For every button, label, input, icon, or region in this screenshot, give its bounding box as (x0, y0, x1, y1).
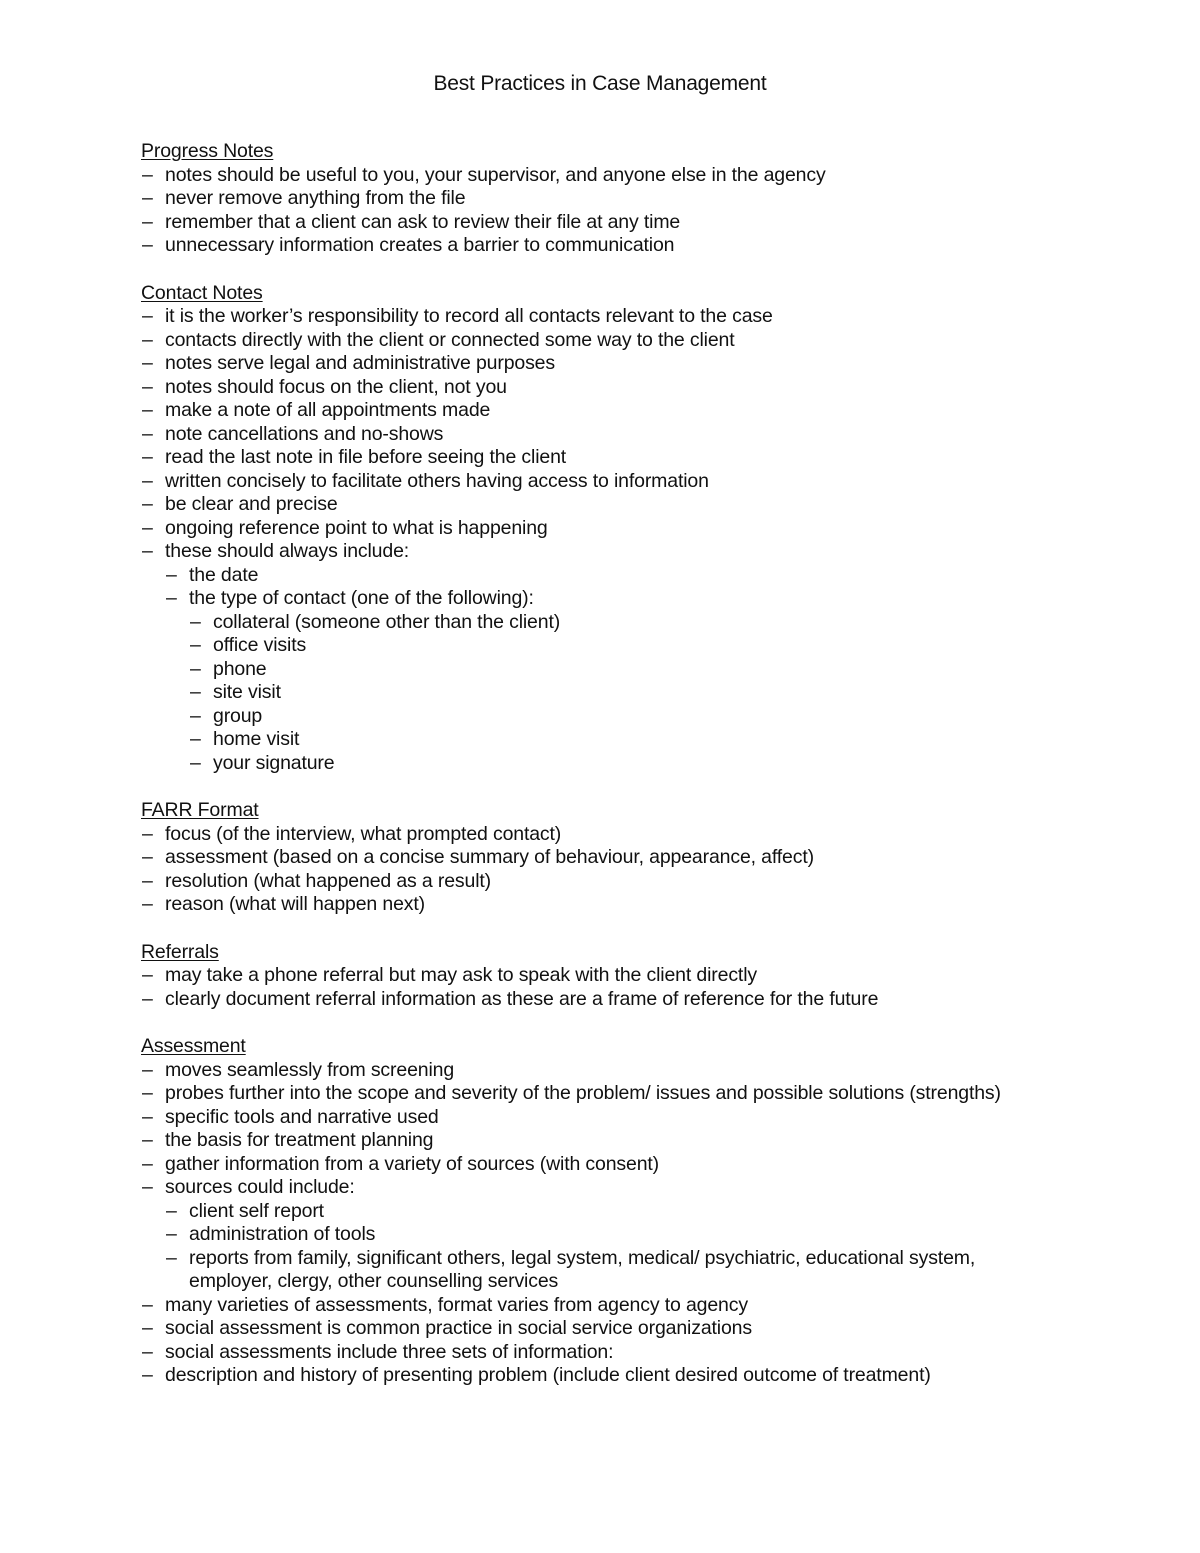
list-item: – unnecessary information creates a barrier to communication (141, 234, 1041, 258)
list-item: – make a note of all appointments made (141, 399, 1041, 423)
nested-bullet-list (165, 564, 1041, 776)
list-item: – home visit (189, 728, 1041, 752)
list-item: – site visit (189, 681, 1041, 705)
list-item-text: sources could include: (165, 1176, 355, 1198)
list-item: – read the last note in file before seeing the client (141, 446, 1041, 470)
section-progress-notes (141, 140, 1041, 258)
section-heading: Referrals (141, 940, 219, 963)
list-item: – administration of tools (165, 1223, 1041, 1247)
list-item: – remember that a client can ask to review their file at any time (141, 211, 1041, 235)
section-heading: Progress Notes (141, 140, 274, 162)
list-item-text: the type of contact (one of the following): (189, 587, 534, 609)
list-item: – written concisely to facilitate others having access to information (141, 470, 1041, 494)
list-item: – ongoing reference point to what is happening (141, 517, 1041, 541)
bullet-list (141, 164, 1041, 258)
list-item: – the basis for treatment planning (141, 1129, 1041, 1153)
list-item: – focus (of the interview, what prompted contact) (141, 823, 1041, 847)
list-item-with-sublist (165, 587, 1041, 775)
bullet-list (141, 305, 1041, 775)
list-item: – the date (165, 564, 1041, 588)
list-item: – office visits (189, 634, 1041, 658)
list-item: – may take a phone referral but may ask to speak with the client directly (141, 964, 1041, 988)
section-heading: Assessment (141, 1035, 246, 1057)
list-item: – be clear and precise (141, 493, 1041, 517)
list-item: – group (189, 705, 1041, 729)
list-item: – notes should focus on the client, not you (141, 376, 1041, 400)
section-farr-format (141, 799, 1041, 917)
list-item: – specific tools and narrative used (141, 1106, 1041, 1130)
list-item: – probes further into the scope and severity of the problem/ issues and possible solutions (strengths) (141, 1082, 1041, 1106)
list-item: – never remove anything from the file (141, 187, 1041, 211)
section-heading: FARR Format (141, 799, 259, 821)
nested-bullet-list (165, 1200, 1041, 1294)
list-item-with-sublist (141, 1176, 1041, 1294)
list-item: – notes should be useful to you, your supervisor, and anyone else in the agency (141, 164, 1041, 188)
list-item: – it is the worker’s responsibility to record all contacts relevant to the case (141, 305, 1041, 329)
list-item-text: these should always include: (165, 540, 410, 562)
list-item: – note cancellations and no-shows (141, 423, 1041, 447)
list-item: – social assessment is common practice in social service organizations (141, 1317, 1041, 1341)
nested-bullet-list (189, 611, 1041, 776)
list-item: – phone (189, 658, 1041, 682)
list-item: – notes serve legal and administrative purposes (141, 352, 1041, 376)
section-referrals (141, 941, 1041, 1012)
list-item: – description and history of presenting problem (include client desired outcome of treatment) (141, 1364, 1041, 1388)
list-item: – collateral (someone other than the client) (189, 611, 1041, 635)
bullet-list (141, 1059, 1041, 1388)
section-heading: Contact Notes (141, 281, 263, 304)
section-contact-notes (141, 282, 1041, 776)
section-assessment (141, 1035, 1041, 1388)
document-body (141, 140, 1041, 1412)
list-item: – moves seamlessly from screening (141, 1059, 1041, 1083)
list-item: – social assessments include three sets of information: (141, 1341, 1041, 1365)
list-item: – reason (what will happen next) (141, 893, 1041, 917)
list-item: – many varieties of assessments, format varies from agency to agency (141, 1294, 1041, 1318)
bullet-list (141, 823, 1041, 917)
list-item: – reports from family, significant others, legal system, medical/ psychiatric, educational system, employer, clergy, other counselling services (165, 1247, 1041, 1294)
list-item-with-sublist (141, 540, 1041, 775)
list-item: – gather information from a variety of sources (with consent) (141, 1153, 1041, 1177)
list-item: – client self report (165, 1200, 1041, 1224)
bullet-list (141, 964, 1041, 1011)
list-item: – contacts directly with the client or connected some way to the client (141, 329, 1041, 353)
document-title: Best Practices in Case Management (433, 72, 767, 95)
list-item: – clearly document referral information as these are a frame of reference for the future (141, 988, 1041, 1012)
list-item: – resolution (what happened as a result) (141, 870, 1041, 894)
list-item: – your signature (189, 752, 1041, 776)
list-item: – assessment (based on a concise summary of behaviour, appearance, affect) (141, 846, 1041, 870)
